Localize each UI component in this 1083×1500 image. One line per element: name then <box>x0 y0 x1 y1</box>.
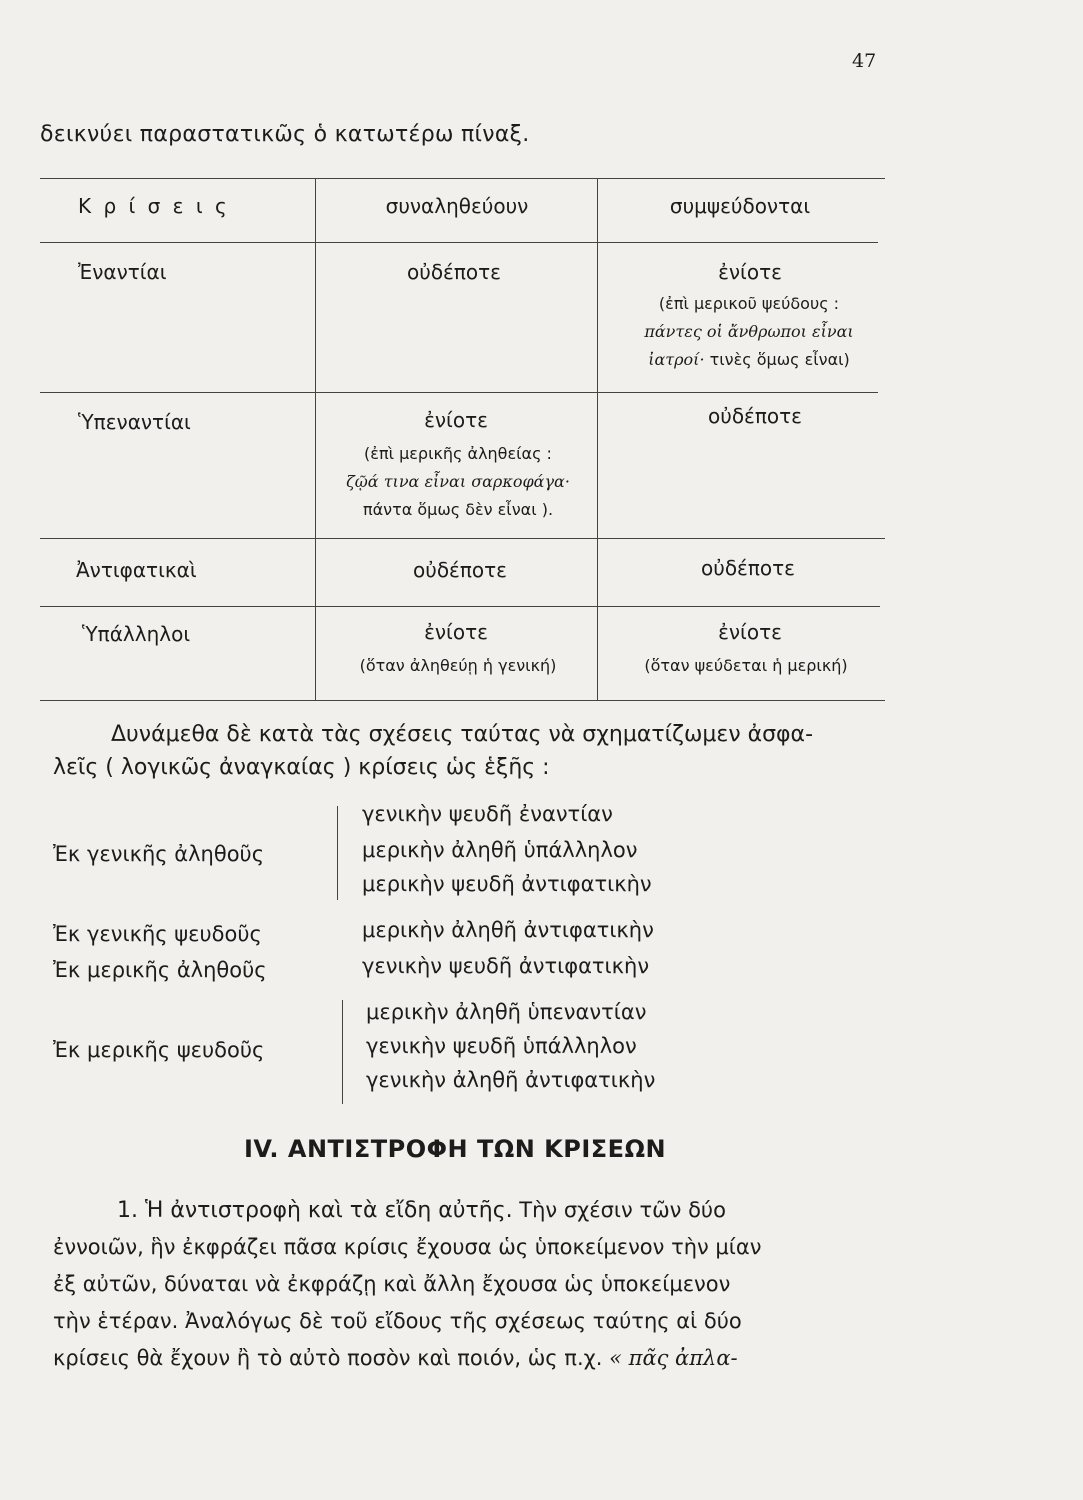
row-contradictory-label: Ἀντιφατικαὶ <box>76 558 197 582</box>
group1-item-1: γενικὴν ψευδῆ ἐναντίαν <box>362 802 613 826</box>
table-col-divider-2 <box>597 178 598 700</box>
group1-item-2: μερικὴν ἀληθῆ ὑπάλληλον <box>362 838 638 862</box>
row-subcontrary-false: οὐδέποτε <box>708 404 802 428</box>
intro-sentence: δεικνύει παραστατικῶς ὁ κατωτέρω πίναξ. <box>40 122 530 147</box>
row-subcontrary-label: Ὑπεναντίαι <box>78 410 191 434</box>
table-row2-rule <box>40 538 885 539</box>
row-contrary-true: οὐδέποτε <box>407 260 501 284</box>
table-row3-rule <box>40 606 880 607</box>
group4-label: Ἐκ μερικῆς ψευδοῦς <box>53 1038 265 1062</box>
row-subaltern-note-false: (ὅταν ψεύδεται ἡ μερική) <box>644 656 848 675</box>
header-false-together: συμψεύδονται <box>669 194 811 218</box>
row-subcontrary-true: ἐνίοτε <box>424 408 488 432</box>
judgements-table <box>40 170 885 706</box>
row-subaltern-false: ἐνίοτε <box>718 620 782 644</box>
header-judgements: Κ ρ ί σ ε ι ς <box>78 194 230 218</box>
row-contrary-false: ἐνίοτε <box>718 260 782 284</box>
table-header-rule <box>40 242 878 243</box>
row-contradictory-true: οὐδέποτε <box>413 558 507 582</box>
group2-label: Ἐκ γενικῆς ψευδοῦς <box>53 922 262 946</box>
group4-item-3: γενικὴν ἀληθῆ ἀντιφατικὴν <box>366 1068 656 1092</box>
section-title: IV. ΑΝΤΙΣΤΡΟΦΗ ΤΩΝ ΚΡΙΣΕΩΝ <box>244 1135 667 1163</box>
table-bottom-rule <box>40 700 885 701</box>
group4-bracket <box>342 1000 343 1104</box>
group4-item-1: μερικὴν ἀληθῆ ὑπεναντίαν <box>366 1000 647 1024</box>
group3-label: Ἐκ μερικῆς ἀληθοῦς <box>53 958 267 982</box>
table-top-rule <box>40 178 885 179</box>
row-subcontrary-note: (ἐπὶ μερικῆς ἀληθείας : ζῷά τινα εἶναι σαρκοφάγα· πάντα ὅμως δὲν εἶναι ). <box>346 444 570 519</box>
body-heading: 1. Ἡ ἀντιστροφὴ καὶ τὰ εἴδη αὐτῆς. <box>117 1198 513 1223</box>
row-contradictory-false: οὐδέποτε <box>701 556 795 580</box>
table-row1-rule <box>40 392 878 393</box>
body-paragraph: 1. Ἡ ἀντιστροφὴ καὶ τὰ εἴδη αὐτῆς. Τὴν σχέσιν τῶν δύο ἐννοιῶν, ἣν ἐκφράζει πᾶσα κρίσις ἔχουσα ὡς ὑποκείμενον τὴν μίαν ἐξ αὐτῶν, δύναται νὰ ἐκφράζῃ καὶ ἄλλη ἔχουσα ὡς ὑποκείμενον τὴν ἑτέραν. Ἀναλόγως δὲ τοῦ εἴδους τῆς σχέσεως ταύτης αἱ δύο κρίσεις θὰ ἔχουν ἢ τὸ αὐτὸ ποσὸν καὶ ποιόν, ὡς π.χ. « πᾶς ἀπλα- <box>53 1198 762 1370</box>
group4-item-2: γενικὴν ψευδῆ ὑπάλληλον <box>366 1034 637 1058</box>
row-subaltern-note-true: (ὅταν ἀληθεύῃ ἡ γενική) <box>359 656 557 675</box>
group3-item: γενικὴν ψευδῆ ἀντιφατικὴν <box>362 954 650 978</box>
row-contrary-label: Ἐναντίαι <box>78 260 167 284</box>
table-col-divider-1 <box>315 178 316 700</box>
group1-bracket <box>337 806 338 900</box>
row-subaltern-true: ἐνίοτε <box>424 620 488 644</box>
row-contrary-note: (ἐπὶ μερικοῦ ψεύδους : πάντες οἱ ἄνθρωποι εἶναι ἰατροί· τινὲς ὅμως εἶναι) <box>644 294 854 369</box>
group1-label: Ἐκ γενικῆς ἀληθοῦς <box>53 842 265 866</box>
group2-item: μερικὴν ἀληθῆ ἀντιφατικὴν <box>362 918 654 942</box>
row-subaltern-label: Ὑπάλληλοι <box>82 622 191 646</box>
group1-item-3: μερικὴν ψευδῆ ἀντιφατικὴν <box>362 872 652 896</box>
after-table-paragraph: Δυνάμεθα δὲ κατὰ τὰς σχέσεις ταύτας νὰ σχηματίζωμεν ἀσφα- λεῖς ( λογικῶς ἀναγκαίας ) κρίσεις ὡς ἑξῆς : <box>53 722 814 780</box>
page-number: 47 <box>852 50 877 72</box>
header-true-together: συναληθεύουν <box>385 194 529 218</box>
